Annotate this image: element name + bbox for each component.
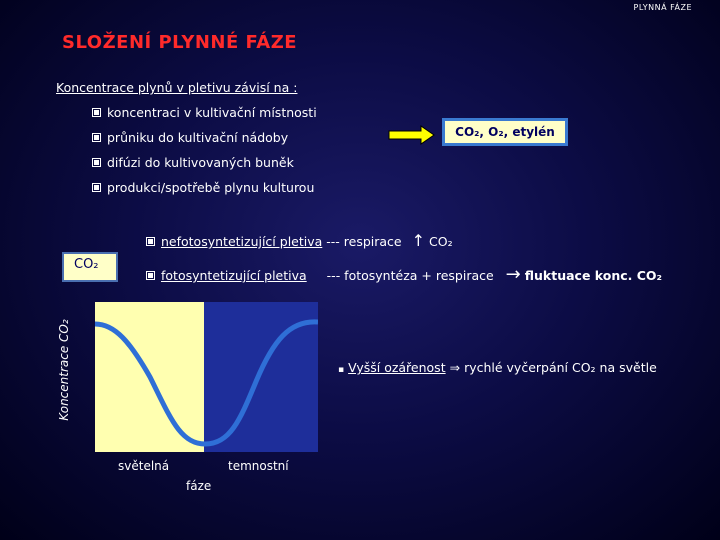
intro-text: Koncentrace plynů v pletivu závisí na : [56, 80, 298, 95]
checkbox-bullet-icon [92, 183, 101, 192]
bullet-item: difúzi do kultivovaných buněk [92, 155, 294, 170]
irradiance-note [338, 360, 657, 375]
bullet-item: průniku do kultivační nádoby [92, 130, 288, 145]
light-phase-label: světelná [118, 459, 170, 473]
note-rest: rychlé vyčerpání CO₂ na světle [464, 360, 657, 375]
bullet-item: koncentraci v kultivační místnosti [92, 105, 317, 120]
checkbox-bullet-icon [146, 237, 155, 246]
checkbox-bullet-icon [92, 158, 101, 167]
nonphoto-line [146, 231, 453, 250]
photo-label: fotosyntetizující pletiva [161, 268, 307, 283]
slide-section-label: PLYNNÁ FÁZE [633, 3, 692, 12]
note-underlined: Vyšší ozářenost [348, 360, 446, 375]
checkbox-bullet-icon [92, 133, 101, 142]
gas-list-box: CO₂, O₂, etylén [442, 118, 568, 146]
nonphoto-label: nefotosyntetizující pletiva [161, 234, 323, 249]
square-bullet-icon: ▪ [338, 365, 345, 375]
dark-phase-label: temnostní [228, 459, 289, 473]
bullet-item: produkci/spotřebě plynu kulturou [92, 180, 314, 195]
photo-result: fluktuace konc. CO₂ [524, 268, 663, 283]
arrow-right-icon [388, 124, 436, 146]
nonphoto-process: --- respirace [326, 234, 402, 249]
phase-label: fáze [186, 479, 212, 493]
checkbox-bullet-icon [146, 271, 155, 280]
nonphoto-gas: CO₂ [429, 234, 453, 249]
checkbox-bullet-icon [92, 108, 101, 117]
photo-process: --- fotosyntéza + respirace [326, 268, 494, 283]
co2-curve [95, 302, 318, 452]
graph-y-axis-label: Koncentrace CO₂ [57, 319, 71, 421]
co2-label-box: CO₂ [62, 252, 118, 282]
arrow-up-icon: ↑ [411, 231, 426, 250]
arrow-right-icon: → [505, 264, 521, 285]
implies-arrow-icon: ⇒ [449, 360, 461, 375]
slide-title: SLOŽENÍ PLYNNÉ FÁZE [62, 32, 298, 53]
photo-line [146, 264, 662, 285]
